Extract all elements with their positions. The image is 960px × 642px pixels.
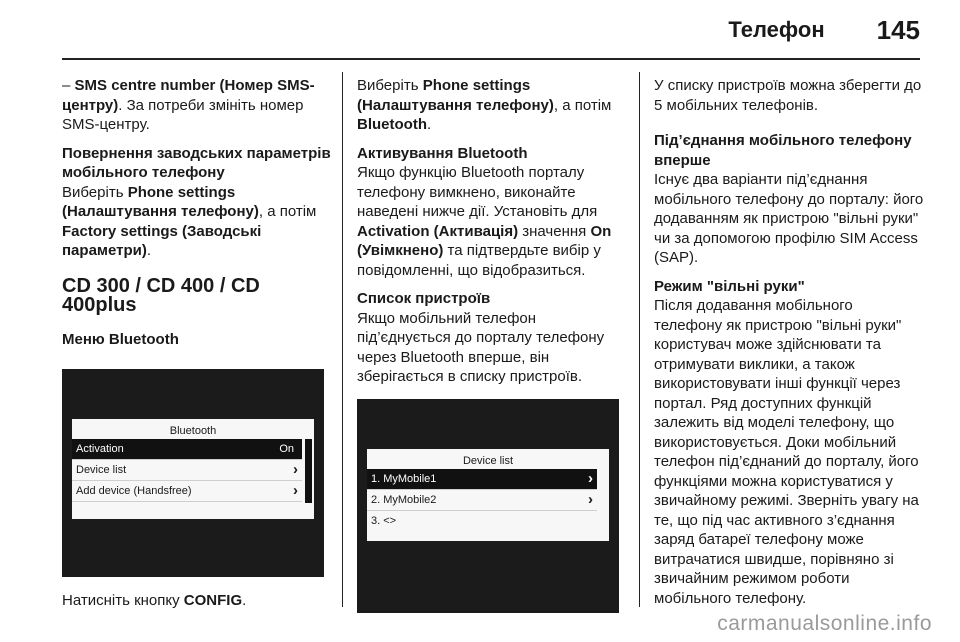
config-button-name: CONFIG xyxy=(183,592,243,609)
page-number: 145 xyxy=(876,14,920,45)
device-list-heading: Список пристроїв xyxy=(357,290,491,307)
device-row-1: 1. MyMobile1 › xyxy=(367,469,597,490)
chevron-right-icon: › xyxy=(293,461,298,478)
scrollbar xyxy=(305,439,312,503)
column-divider-1 xyxy=(342,72,343,607)
device-row-2: 2. MyMobile2 › xyxy=(367,490,597,511)
device-list-screen xyxy=(367,449,609,541)
menu-row-device-list: Device list › xyxy=(72,460,302,481)
column-divider-2 xyxy=(639,72,640,607)
chevron-right-icon: › xyxy=(588,490,593,508)
reset-paragraph: Виберіть Phone settings (Налаштування телефону), а потім Factory settings (Заводські параметри). xyxy=(62,183,317,259)
activation-heading: Активування Bluetooth xyxy=(357,144,528,162)
watermark: carmanualsonline.info xyxy=(717,612,932,635)
bluetooth-menu-screenshot xyxy=(62,369,324,577)
bluetooth-menu-heading: Меню Bluetooth xyxy=(62,330,179,348)
bluetooth-screen xyxy=(72,419,314,519)
column-2 xyxy=(357,76,632,613)
column-3 xyxy=(654,76,924,617)
screen-title: Device list xyxy=(462,454,514,467)
sms-centre-option: SMS centre number (Номер SMS-центру) xyxy=(62,77,315,114)
page-header xyxy=(728,10,920,50)
chevron-right-icon: › xyxy=(293,482,298,499)
device-row-3: 3. <> xyxy=(371,514,397,527)
device-list-paragraph: Якщо мобільний телефон під’єднується до порталу телефону через Bluetooth вперше, він зберігається в списку пристроїв. xyxy=(357,309,605,385)
config-paragraph: Натисніть кнопку CONFIG. xyxy=(62,592,247,609)
page-title: Телефон xyxy=(728,17,825,42)
chevron-right-icon: › xyxy=(588,469,593,487)
header-rule xyxy=(62,58,920,60)
model-heading: CD 300 / CD 400 / CD 400plus xyxy=(62,274,260,316)
column-1 xyxy=(62,76,332,620)
handsfree-heading: Режим "вільні руки" xyxy=(654,277,805,295)
sms-centre-paragraph: – SMS centre number (Номер SMS-центру). За потреби змініть номер SMS-центру. xyxy=(62,77,315,133)
menu-row-activation: Activation On xyxy=(72,439,302,460)
first-connection-heading: Під’єднання мобільного телефону вперше xyxy=(654,132,912,169)
reset-heading: Повернення заводських параметрів мобільного телефону xyxy=(62,144,331,181)
handsfree-paragraph: Після додавання мобільного телефону як пристрою "вільні руки" користувач може здійснювати та отримувати виклики, а також використовувати інші функції через портал. Ряд доступних функцій залежить від моделі телефону, що використовується. Доки мобільний телефон під’єднаний до порталу, його функціями можна користуватися у звичайному режимі. Зверніть увагу на те, що під час активного з’єднання заряд батареї телефону може витрачатися швидше, порівняно зі звичайним режимом роботи мобільного телефону. xyxy=(654,297,919,607)
menu-row-add-device: Add device (Handsfree) › xyxy=(72,481,302,502)
device-list-screenshot xyxy=(357,399,619,613)
first-connection-paragraph: Існує два варіанти під’єднання мобільного телефону до порталу: його додаванням як пристрою "вільні руки" чи за допомогою профілю SIM Access (SAP). xyxy=(654,171,924,266)
activation-value: On xyxy=(279,443,294,455)
screen-title: Bluetooth xyxy=(169,425,217,437)
activation-paragraph: Якщо функцію Bluetooth порталу телефону вимкнено, виконайте наведені нижче дії. Установіть для Activation (Активація) значення On (Увімкнено) та підтвердьте вибір у повідомленні, що відобразиться. xyxy=(357,164,612,279)
select-bluetooth-paragraph: Виберіть Phone settings (Налаштування телефону), а потім Bluetooth. xyxy=(357,77,612,133)
device-limit-paragraph: У списку пристроїв можна зберегти до 5 мобільних телефонів. xyxy=(654,77,922,114)
